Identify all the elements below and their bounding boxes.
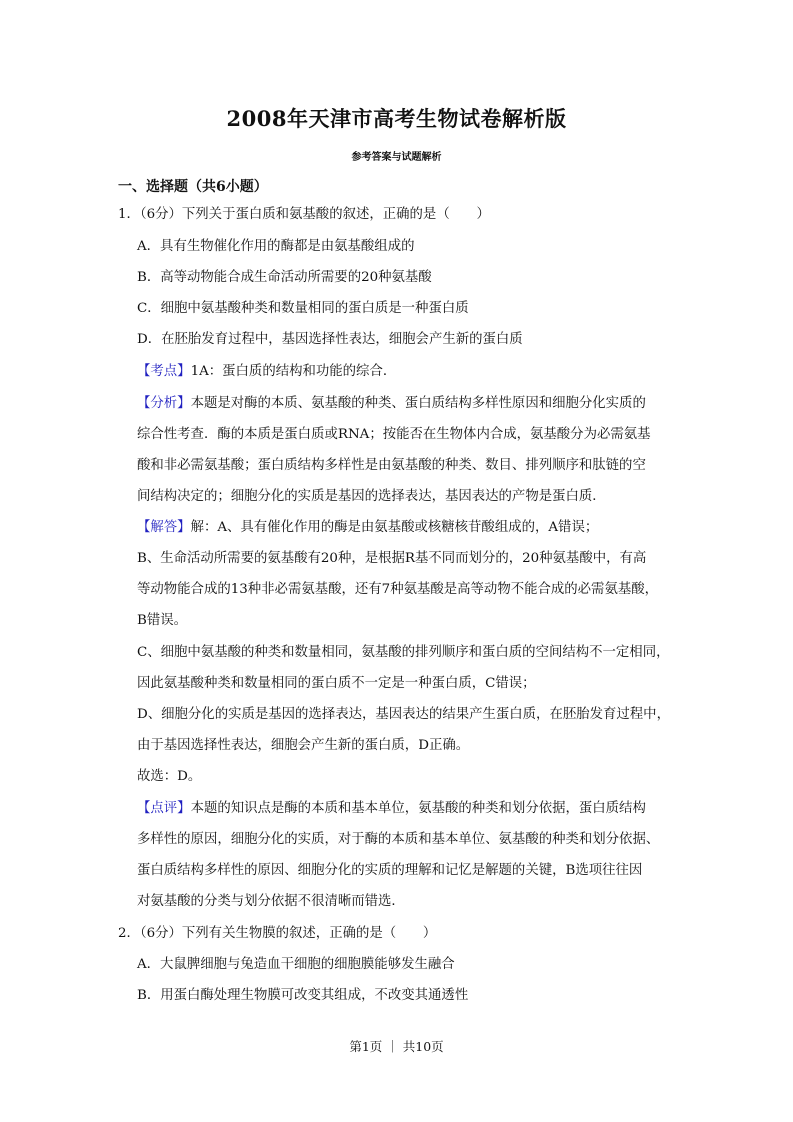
fenxi-text: 本题是对酶的本质、氨基酸的种类、蛋白质结构多样性原因和细胞分化实质的 <box>190 396 646 411</box>
jieda-text: 解：A、具有催化作用的酶是由氨基酸或核糖核苷酸组成的，A错误； <box>190 520 599 535</box>
document-title: 2008年天津市高考生物试卷解析版 <box>226 106 567 131</box>
question-1-option-b: B．高等动物能合成生命活动所需要的20种氨基酸 <box>137 270 432 285</box>
fenxi-tag: 【分析】 <box>137 396 191 411</box>
jieda-answer: 故选：D。 <box>137 769 202 784</box>
document-subtitle: 参考答案与试题解析 <box>351 152 442 163</box>
page-footer: 第1页 ｜ 共10页 <box>349 1039 444 1054</box>
fenxi-line-4: 间结构决定的；细胞分化的实质是基因的选择表达，基因表达的产物是蛋白质． <box>137 489 606 504</box>
fenxi-line-3: 酸和非必需氨基酸；蛋白质结构多样性是由氨基酸的种类、数目、排列顺序和肽链的空 <box>137 458 646 473</box>
jieda-line-2: B、生命活动所需要的氨基酸有20种，是根据R基不同而划分的，20种氨基酸中，有高 <box>137 551 647 566</box>
dianping-line-3: 蛋白质结构多样性的原因、细胞分化的实质的理解和记忆是解题的关键，B选项往往因 <box>137 863 643 878</box>
jieda-line-4: B错误。 <box>137 613 188 628</box>
kaodian-line <box>137 363 396 381</box>
dianping-line-1 <box>137 800 646 818</box>
section-heading: 一、选择题（共6小题） <box>118 179 268 195</box>
question-2-option-b: B．用蛋白酶处理生物膜可改变其组成，不改变其通透性 <box>137 988 469 1003</box>
kaodian-tag: 【考点】 <box>137 364 191 379</box>
jieda-line-6: 因此氨基酸种类和数量相同的蛋白质不一定是一种蛋白质，C错误； <box>137 676 536 691</box>
jieda-line-1 <box>137 519 598 537</box>
jieda-line-7: D、细胞分化的实质是基因的选择表达，基因表达的结果产生蛋白质，在胚胎发育过程中， <box>137 707 670 722</box>
dianping-tag: 【点评】 <box>137 801 191 816</box>
jieda-line-8: 由于基因选择性表达，细胞会产生新的蛋白质，D正确。 <box>137 738 470 753</box>
kaodian-text: 1A：蛋白质的结构和功能的综合． <box>190 364 397 379</box>
fenxi-line-2: 综合性考查．酶的本质是蛋白质或RNA；按能否在生物体内合成，氨基酸分为必需氨基 <box>137 427 651 442</box>
question-1-option-a: A．具有生物催化作用的酶都是由氨基酸组成的 <box>137 239 415 254</box>
question-1-stem: 1．（6分）下列关于蛋白质和氨基酸的叙述，正确的是（ ） <box>118 207 490 222</box>
jieda-line-3: 等动物能合成的13种非必需氨基酸，还有7种氨基酸是高等动物不能合成的必需氨基酸， <box>137 582 659 597</box>
question-1-option-d: D．在胚胎发育过程中，基因选择性表达，细胞会产生新的蛋白质 <box>137 332 523 347</box>
fenxi-line-1 <box>137 395 646 413</box>
jieda-line-5: C、细胞中氨基酸的种类和数量相同，氨基酸的排列顺序和蛋白质的空间结构不一定相同， <box>137 645 670 660</box>
dianping-text: 本题的知识点是酶的本质和基本单位，氨基酸的种类和划分依据，蛋白质结构 <box>190 801 646 816</box>
jieda-tag: 【解答】 <box>137 520 191 535</box>
dianping-line-4: 对氨基酸的分类与划分依据不很清晰而错选． <box>137 894 405 909</box>
question-2-stem: 2．（6分）下列有关生物膜的叙述，正确的是（ ） <box>118 926 437 941</box>
question-1-option-c: C．细胞中氨基酸种类和数量相同的蛋白质是一种蛋白质 <box>137 301 469 316</box>
dianping-line-2: 多样性的原因，细胞分化的实质，对于酶的本质和基本单位、氨基酸的种类和划分依据、 <box>137 832 660 847</box>
question-2-option-a: A．大鼠脾细胞与兔造血干细胞的细胞膜能够发生融合 <box>137 957 455 972</box>
